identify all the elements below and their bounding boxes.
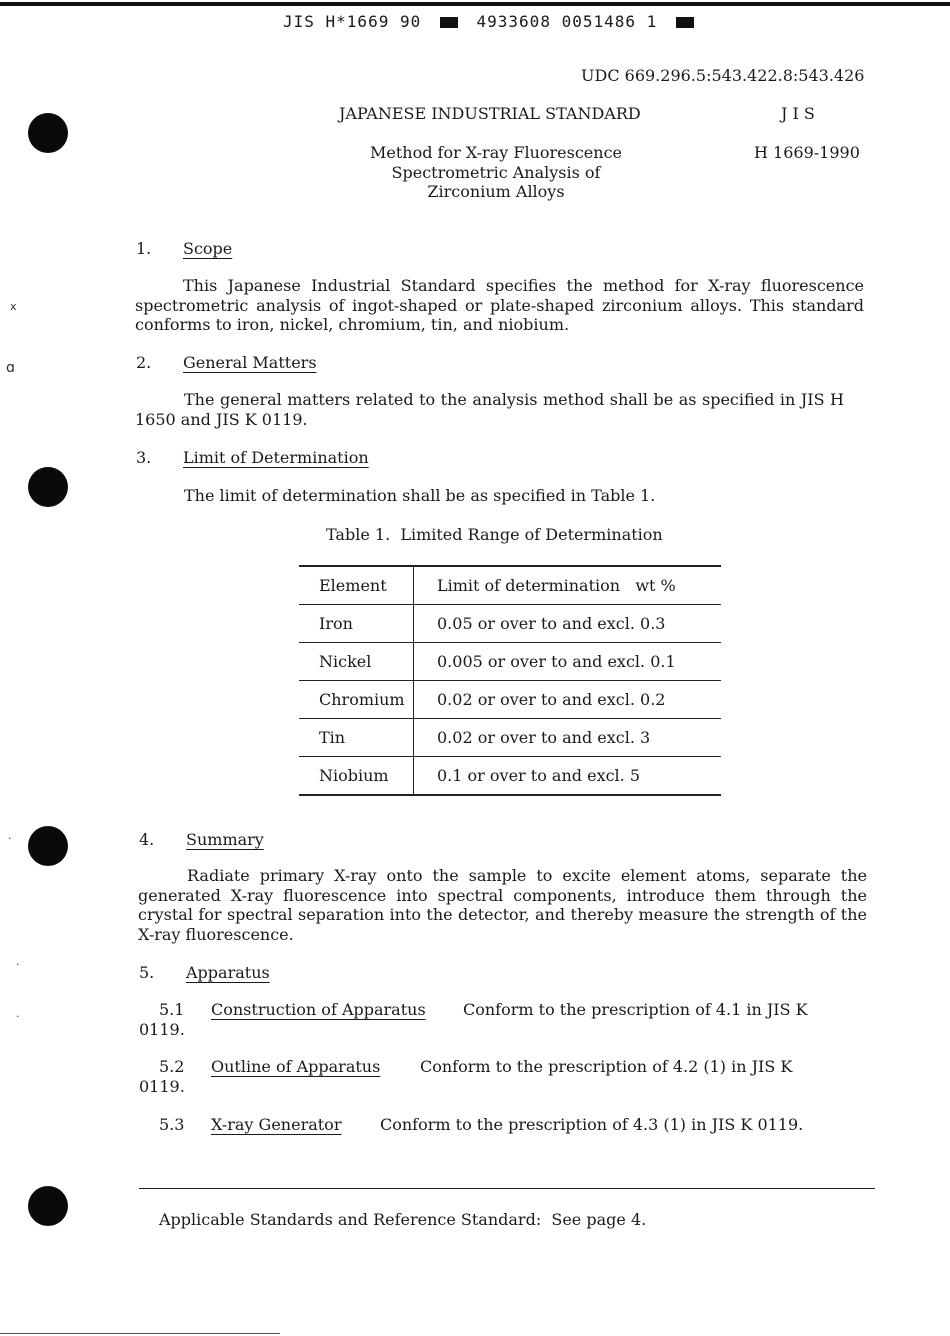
title-line: Spectrometric Analysis of — [391, 162, 601, 182]
subsection-body: Conform to the prescription of 4.3 (1) in JIS K 0119. — [380, 1115, 804, 1134]
section-heading-summary: Summary — [186, 830, 264, 849]
scan-speck: · — [16, 958, 20, 971]
section-body-scope: This Japanese Industrial Standard specifies the method for X-ray fluorescence spectrometric analysis of ingot-shaped or plate-shaped zirconium alloys. This standard conforms to iron, nickel, chromium, tin, and niobium. — [135, 276, 864, 334]
scan-speck: ⅹ — [10, 300, 17, 313]
table-row — [299, 757, 721, 796]
jis-mark: J I S — [781, 104, 815, 123]
binder-hole-icon — [28, 1186, 68, 1226]
document-code-right: 4933608 0051486 1 — [476, 12, 658, 31]
footer-rule — [139, 1188, 875, 1189]
title-line: Zirconium Alloys — [427, 182, 565, 201]
subsection-body: Conform to the prescription of 4.1 in JIS K — [463, 1000, 808, 1019]
limit-of-determination-table — [299, 565, 721, 796]
table-cell-element: Tin — [299, 719, 414, 757]
section-heading-general-matters: General Matters — [183, 353, 317, 372]
section-heading-limit-of-determination: Limit of Determination — [183, 448, 369, 467]
table-row — [299, 605, 721, 643]
table-cell-element: Chromium — [299, 681, 414, 719]
scan-speck: ɑ — [6, 360, 15, 376]
table-cell-limit: 0.005 or over to and excl. 0.1 — [414, 643, 722, 681]
document-code-line — [283, 12, 694, 31]
title-line: Method for X-ray Fluorescence — [369, 143, 623, 162]
subsection-number: 5.2 — [159, 1057, 185, 1076]
table-cell-element: Niobium — [299, 757, 414, 796]
subsection-body: Conform to the prescription of 4.2 (1) in JIS K — [420, 1057, 793, 1076]
table-header-cell: Element — [299, 566, 414, 605]
standard-name: JAPANESE INDUSTRIAL STANDARD — [339, 104, 641, 123]
subsection-heading: X-ray Generator — [211, 1115, 342, 1134]
udc-number: UDC 669.296.5:543.422.8:543.426 — [581, 66, 865, 85]
section-number: 3. — [136, 448, 152, 467]
document-code-left: JIS H*1669 90 — [283, 12, 422, 31]
binder-hole-icon — [28, 826, 68, 866]
scan-bottom-edge — [0, 1333, 280, 1334]
table-header-row — [299, 566, 721, 605]
subsection-continuation: 0119. — [139, 1020, 185, 1039]
table-cell-limit: 0.05 or over to and excl. 0.3 — [414, 605, 722, 643]
subsection-heading: Construction of Apparatus — [211, 1000, 426, 1019]
table-cell-limit: 0.02 or over to and excl. 0.2 — [414, 681, 722, 719]
table-caption: Table 1. Limited Range of Determination — [326, 525, 663, 544]
table-cell-limit: 0.1 or over to and excl. 5 — [414, 757, 722, 796]
barcode-block-icon — [676, 17, 694, 28]
table-cell-limit: 0.02 or over to and excl. 3 — [414, 719, 722, 757]
section-heading-scope: Scope — [183, 239, 233, 258]
table-cell-element: Iron — [299, 605, 414, 643]
table-cell-element: Nickel — [299, 643, 414, 681]
section-body-limit-of-determination: The limit of determination shall be as specified in Table 1. — [184, 486, 656, 505]
subsection-heading: Outline of Apparatus — [211, 1057, 381, 1076]
scan-speck: · — [16, 1010, 20, 1023]
standard-number: H 1669-1990 — [754, 143, 860, 162]
section-heading-apparatus: Apparatus — [186, 963, 270, 982]
binder-hole-icon — [28, 113, 68, 153]
subsection-continuation: 0119. — [139, 1077, 185, 1096]
section-body-general-matters: The general matters related to the analysis method shall be as specified in JIS H 1650 and JIS K 0119. — [135, 390, 844, 429]
table-row — [299, 719, 721, 757]
section-body-summary: Radiate primary X-ray onto the sample to excite element atoms, separate the generated X-ray fluorescence into spectral components, introduce them through the crystal for spectral separation into the detector, and thereby measure the strength of the X-ray fluorescence. — [138, 866, 867, 944]
table-header-cell: Limit of determination wt % — [414, 566, 722, 605]
subsection-number: 5.3 — [159, 1115, 185, 1134]
scan-speck: · — [8, 832, 12, 845]
table-row — [299, 681, 721, 719]
section-number: 2. — [136, 353, 152, 372]
scan-top-border — [0, 2, 950, 6]
section-number: 1. — [136, 239, 152, 258]
footer-note: Applicable Standards and Reference Standard: See page 4. — [159, 1210, 647, 1229]
barcode-block-icon — [440, 17, 458, 28]
table-row — [299, 643, 721, 681]
section-number: 5. — [139, 963, 155, 982]
binder-hole-icon — [28, 467, 68, 507]
section-number: 4. — [139, 830, 155, 849]
document-title — [360, 143, 632, 202]
subsection-number: 5.1 — [159, 1000, 185, 1019]
